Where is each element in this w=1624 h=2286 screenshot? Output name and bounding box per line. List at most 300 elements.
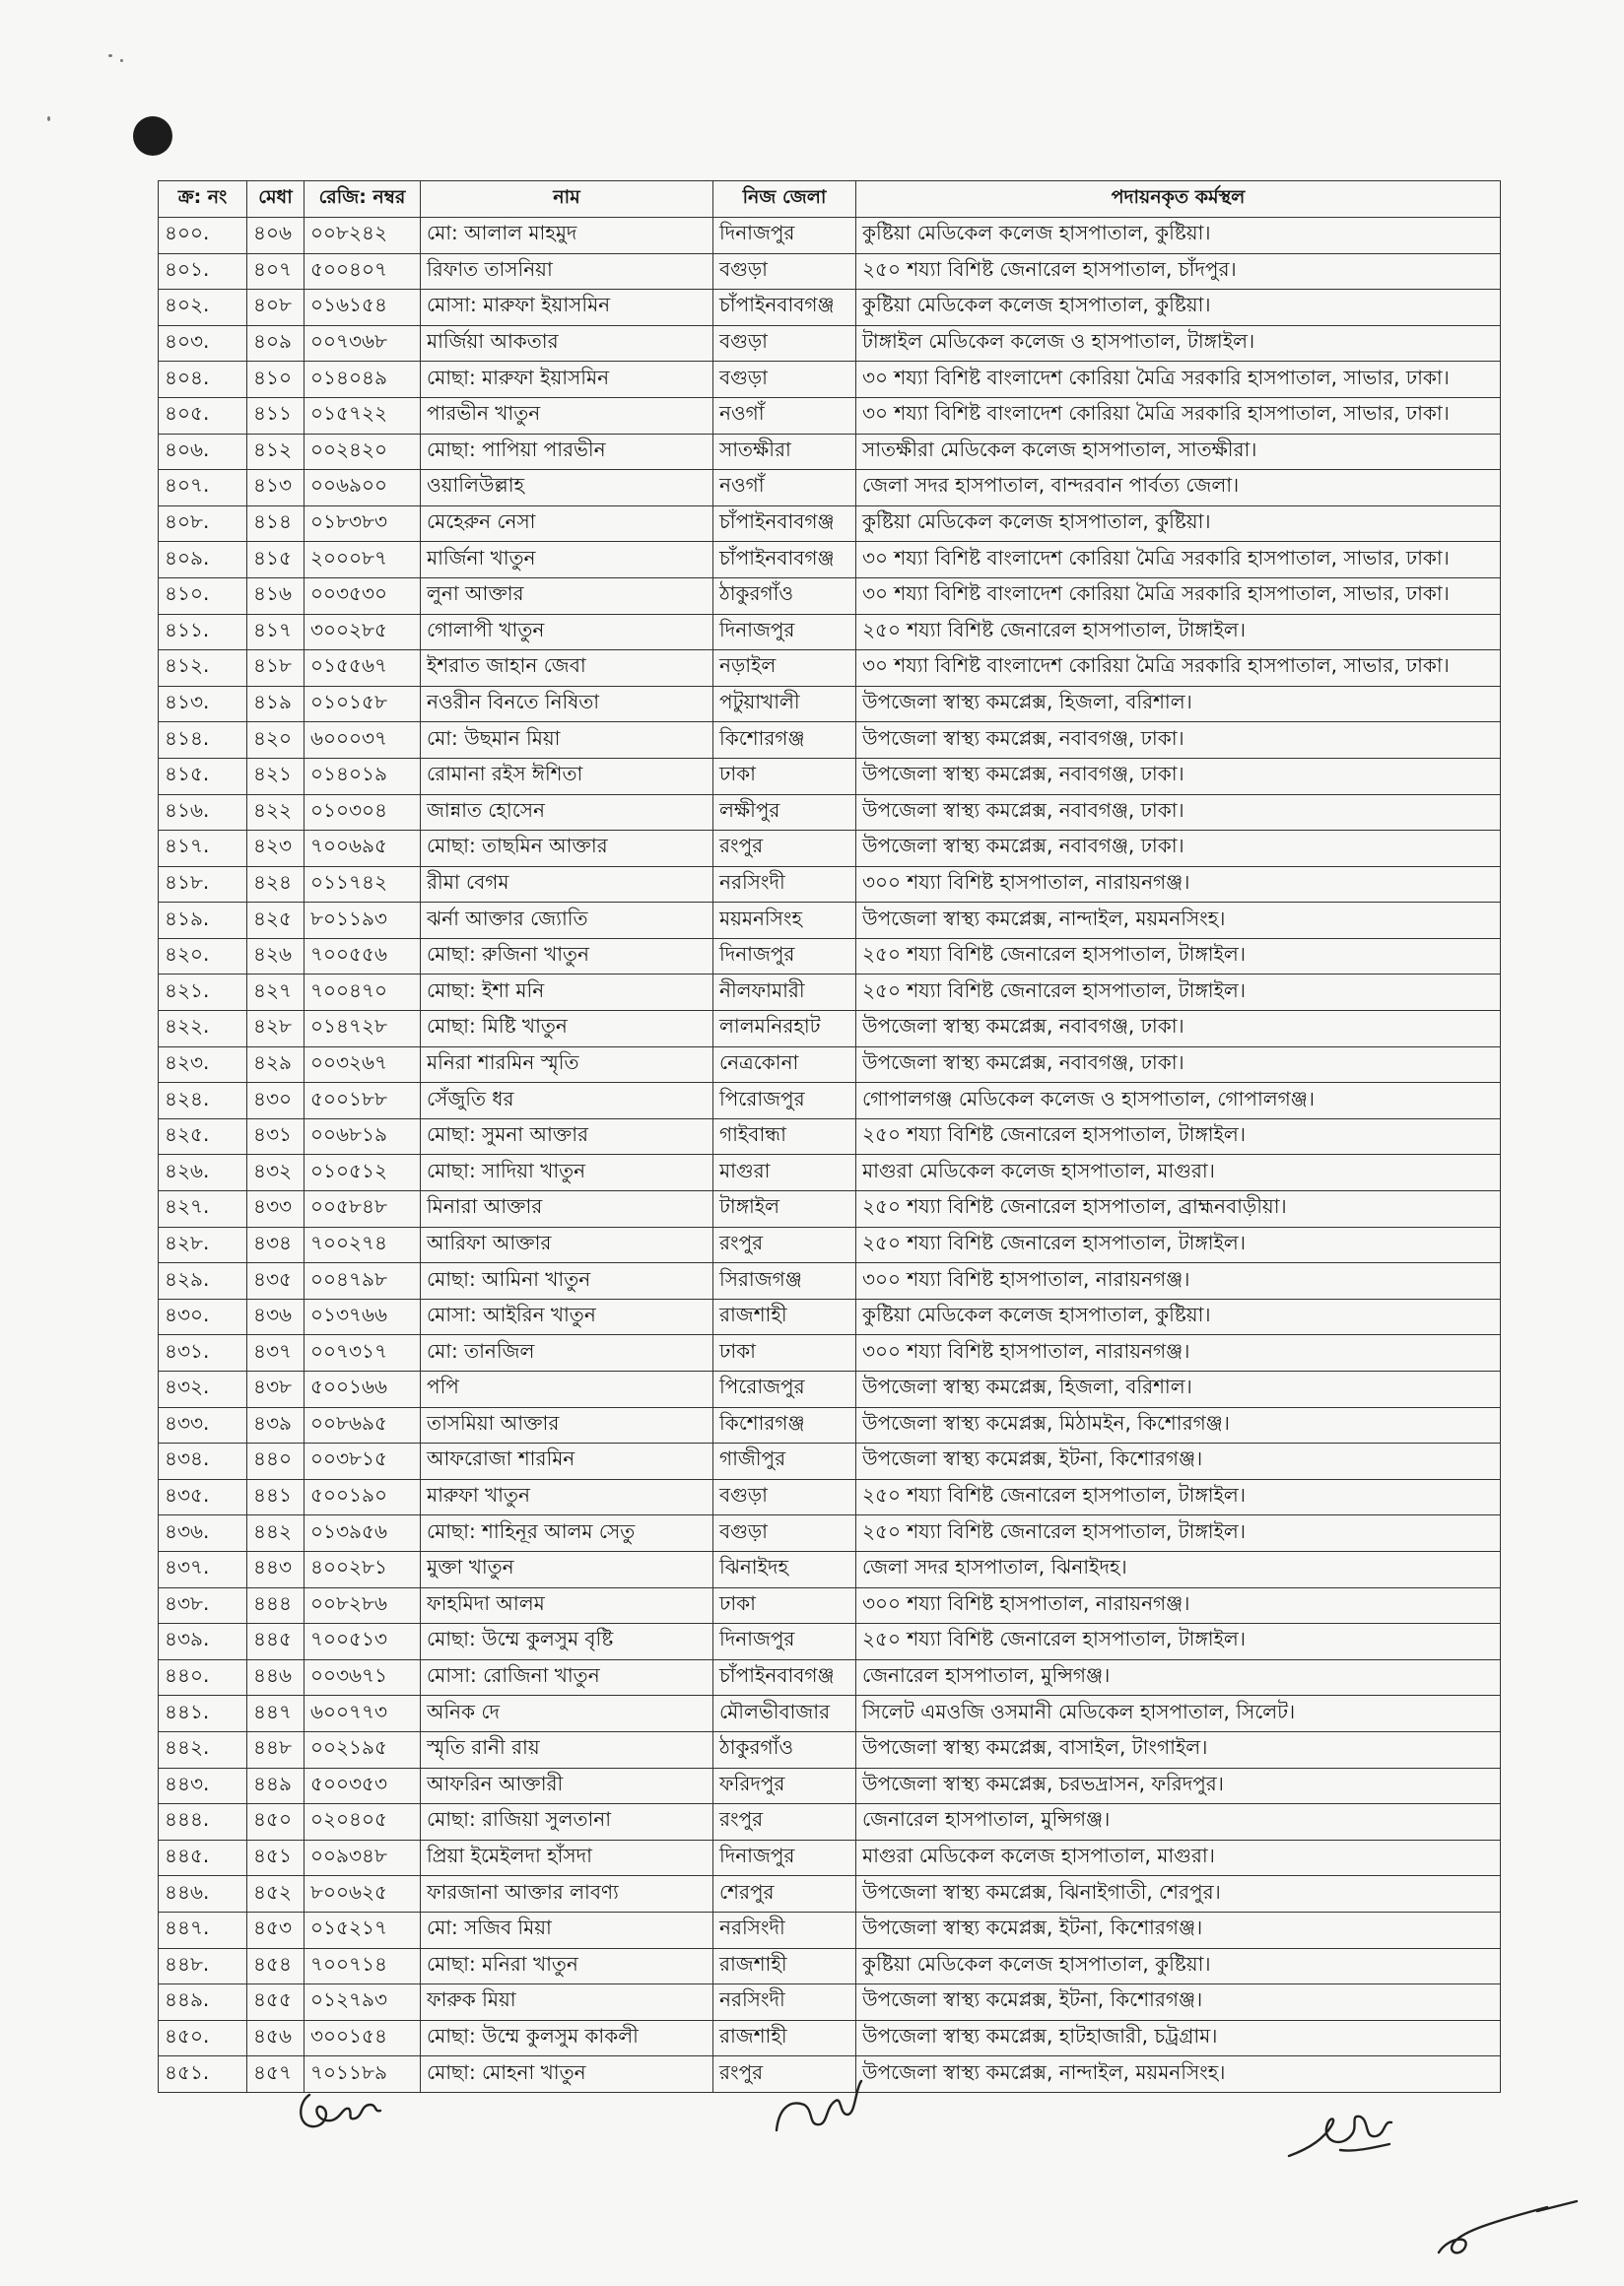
home-district-cell: ঝিনাইদহ	[713, 1551, 856, 1587]
home-district-cell: গাইবান্ধা	[713, 1118, 856, 1155]
posting-place-cell: ২৫০ শয্যা বিশিষ্ট জেনারেল হাসপাতাল, টাঙ্গাইল।	[856, 975, 1501, 1011]
home-district-cell: রংপুর	[713, 1804, 856, 1841]
posting-place-cell: ২৫০ শয্যা বিশিষ্ট জেনারেল হাসপাতাল, চাঁদপুর।	[856, 253, 1501, 290]
posting-place-cell: কুষ্টিয়া মেডিকেল কলেজ হাসপাতাল, কুষ্টিয়া।	[856, 218, 1501, 254]
name-cell: প্রিয়া ইমেইলদা হাঁসদা	[421, 1840, 713, 1876]
posting-place-cell: জেলা সদর হাসপাতাল, বান্দরবান পার্বত্য জেলা।	[856, 470, 1501, 506]
home-district-cell: নরসিংদী	[713, 1912, 856, 1948]
name-cell: ওয়ালিউল্লাহ	[421, 470, 713, 506]
table-row	[159, 397, 1501, 434]
table-row	[159, 577, 1501, 614]
reg-number-cell: ৭০০৫৫৬	[304, 938, 421, 975]
merit-cell: ৪২১	[247, 758, 304, 794]
name-cell: মোছা: সাদিয়া খাতুন	[421, 1155, 713, 1191]
name-cell: মোছা: সুমনা আক্তার	[421, 1118, 713, 1155]
name-cell: মেহেরুন নেসা	[421, 505, 713, 542]
posting-place-cell: সাতক্ষীরা মেডিকেল কলেজ হাসপাতাল, সাতক্ষীরা।	[856, 434, 1501, 470]
header-reg-number: রেজি: নম্বর	[304, 181, 421, 218]
serial-number-cell: ৪২৭.	[159, 1191, 247, 1228]
reg-number-cell: ০০৮৬৯৫	[304, 1407, 421, 1444]
table-row	[159, 1587, 1501, 1624]
home-district-cell: দিনাজপুর	[713, 1624, 856, 1660]
name-cell: মোছা: মনিরা খাতুন	[421, 1948, 713, 1984]
table-row	[159, 1912, 1501, 1948]
name-cell: আফরিন আক্তারী	[421, 1768, 713, 1804]
name-cell: আফরোজা শারমিন	[421, 1444, 713, 1480]
posting-place-cell: কুষ্টিয়া মেডিকেল কলেজ হাসপাতাল, কুষ্টিয়া।	[856, 290, 1501, 326]
home-district-cell: চাঁপাইনবাবগঞ্জ	[713, 290, 856, 326]
table-row	[159, 831, 1501, 867]
serial-number-cell: ৪২৪.	[159, 1083, 247, 1119]
reg-number-cell: ০০৩৮১৫	[304, 1444, 421, 1480]
reg-number-cell: ০০২১৯৫	[304, 1731, 421, 1768]
posting-place-cell: উপজেলা স্বাস্থ্য কমপ্লেক্স, নবাবগঞ্জ, ঢাকা।	[856, 758, 1501, 794]
home-district-cell: রংপুর	[713, 831, 856, 867]
name-cell: মোছা: তাছমিন আক্তার	[421, 831, 713, 867]
reg-number-cell: ০১৪৭২৮	[304, 1011, 421, 1047]
reg-number-cell: ০১৪০৪৯	[304, 362, 421, 398]
posting-place-cell: ৩০ শয্যা বিশিষ্ট বাংলাদেশ কোরিয়া মৈত্রি সরকারি হাসপাতাল, সাভার, ঢাকা।	[856, 650, 1501, 687]
table-row	[159, 1083, 1501, 1119]
name-cell: মোছা: মোহনা খাতুন	[421, 2056, 713, 2093]
posting-place-cell: কুষ্টিয়া মেডিকেল কলেজ হাসপাতাল, কুষ্টিয়া।	[856, 505, 1501, 542]
merit-cell: ৪৫৩	[247, 1912, 304, 1948]
table-row	[159, 1263, 1501, 1300]
table-row	[159, 1984, 1501, 2021]
name-cell: ফারুক মিয়া	[421, 1984, 713, 2021]
table-row	[159, 1118, 1501, 1155]
table-row	[159, 290, 1501, 326]
reg-number-cell: ৭০১১৮৯	[304, 2056, 421, 2093]
merit-cell: ৪২৭	[247, 975, 304, 1011]
home-district-cell: চাঁপাইনবাবগঞ্জ	[713, 505, 856, 542]
table-row	[159, 1479, 1501, 1515]
posting-place-cell: ৩০০ শয্যা বিশিষ্ট হাসপাতাল, নারায়নগঞ্জ।	[856, 866, 1501, 903]
reg-number-cell: ০১০৩০৪	[304, 794, 421, 831]
reg-number-cell: ০১৬১৫৪	[304, 290, 421, 326]
home-district-cell: লক্ষীপুর	[713, 794, 856, 831]
paper-speck	[108, 54, 112, 57]
merit-cell: ৪৪২	[247, 1515, 304, 1552]
home-district-cell: বগুড়া	[713, 325, 856, 362]
table-row	[159, 1659, 1501, 1696]
name-cell: মোছা: আমিনা খাতুন	[421, 1263, 713, 1300]
merit-cell: ৪৫০	[247, 1804, 304, 1841]
table-row	[159, 325, 1501, 362]
home-district-cell: বগুড়া	[713, 1515, 856, 1552]
home-district-cell: ঠাকুরগাঁও	[713, 577, 856, 614]
reg-number-cell: ৫০০১৬৬	[304, 1372, 421, 1408]
serial-number-cell: ৪৪৭.	[159, 1912, 247, 1948]
table-header-row	[159, 181, 1501, 218]
serial-number-cell: ৪০৫.	[159, 397, 247, 434]
posting-place-cell: ৩০ শয্যা বিশিষ্ট বাংলাদেশ কোরিয়া মৈত্রি সরকারি হাসপাতাল, সাভার, ঢাকা।	[856, 397, 1501, 434]
home-district-cell: ময়মনসিংহ	[713, 903, 856, 939]
posting-place-cell: উপজেলা স্বাস্থ্য কমপ্লেক্স, নবাবগঞ্জ, ঢাকা।	[856, 722, 1501, 759]
serial-number-cell: ৪০২.	[159, 290, 247, 326]
merit-cell: ৪৩৪	[247, 1227, 304, 1263]
table-row	[159, 903, 1501, 939]
home-district-cell: গাজীপুর	[713, 1444, 856, 1480]
name-cell: মোসা: আইরিন খাতুন	[421, 1299, 713, 1335]
reg-number-cell: ০১৫৭২২	[304, 397, 421, 434]
reg-number-cell: ৭০০৫১৩	[304, 1624, 421, 1660]
table-row	[159, 614, 1501, 650]
merit-cell: ৪২৩	[247, 831, 304, 867]
merit-cell: ৪০৯	[247, 325, 304, 362]
reg-number-cell: ৩০০২৮৫	[304, 614, 421, 650]
name-cell: মিনারা আক্তার	[421, 1191, 713, 1228]
home-district-cell: মৌলভীবাজার	[713, 1696, 856, 1732]
name-cell: মার্জিয়া আকতার	[421, 325, 713, 362]
name-cell: নওরীন বিনতে নিষিতা	[421, 686, 713, 722]
signature-middle	[769, 2071, 877, 2140]
table-row	[159, 1551, 1501, 1587]
serial-number-cell: ৪০৩.	[159, 325, 247, 362]
table-row	[159, 253, 1501, 290]
home-district-cell: চাঁপাইনবাবগঞ্জ	[713, 1659, 856, 1696]
table-row	[159, 1948, 1501, 1984]
merit-cell: ৪৩২	[247, 1155, 304, 1191]
merit-cell: ৪০৭	[247, 253, 304, 290]
merit-cell: ৪৪১	[247, 1479, 304, 1515]
merit-cell: ৪৫২	[247, 1876, 304, 1913]
punch-hole	[133, 116, 172, 156]
name-cell: রোমানা রইস ঈশিতা	[421, 758, 713, 794]
name-cell: পারভীন খাতুন	[421, 397, 713, 434]
serial-number-cell: ৪১০.	[159, 577, 247, 614]
name-cell: মোছা: উম্মে কুলসুম কাকলী	[421, 2020, 713, 2056]
reg-number-cell: ০০৬৮১৯	[304, 1118, 421, 1155]
serial-number-cell: ৪৩৭.	[159, 1551, 247, 1587]
name-cell: মো: উছমান মিয়া	[421, 722, 713, 759]
serial-number-cell: ৪১৯.	[159, 903, 247, 939]
serial-number-cell: ৪৪৮.	[159, 1948, 247, 1984]
posting-place-cell: উপজেলা স্বাস্থ্য কমেপ্লক্স, মিঠামইন, কিশোরগঞ্জ।	[856, 1407, 1501, 1444]
reg-number-cell: ০১৩৭৬৬	[304, 1299, 421, 1335]
name-cell: মনিরা শারমিন স্মৃতি	[421, 1046, 713, 1083]
name-cell: ইশরাত জাহান জেবা	[421, 650, 713, 687]
reg-number-cell: ০১০১৫৮	[304, 686, 421, 722]
table-row	[159, 794, 1501, 831]
reg-number-cell: ৭০০৪৭০	[304, 975, 421, 1011]
reg-number-cell: ০০২৪২০	[304, 434, 421, 470]
table-row	[159, 758, 1501, 794]
posting-place-cell: ৩০০ শয্যা বিশিষ্ট হাসপাতাল, নারায়নগঞ্জ।	[856, 1335, 1501, 1372]
merit-cell: ৪৪৪	[247, 1587, 304, 1624]
name-cell: মোছা: ইশা মনি	[421, 975, 713, 1011]
merit-cell: ৪৪৮	[247, 1731, 304, 1768]
table-row	[159, 1299, 1501, 1335]
reg-number-cell: ৪০০২৮১	[304, 1551, 421, 1587]
name-cell: মোছা: পাপিয়া পারভীন	[421, 434, 713, 470]
merit-cell: ৪৩৯	[247, 1407, 304, 1444]
serial-number-cell: ৪০৯.	[159, 542, 247, 578]
home-district-cell: ঢাকা	[713, 1335, 856, 1372]
reg-number-cell: ৫০০১৮৮	[304, 1083, 421, 1119]
table-row	[159, 1804, 1501, 1841]
serial-number-cell: ৪১৮.	[159, 866, 247, 903]
table-row	[159, 1191, 1501, 1228]
reg-number-cell: ০০৮২৪২	[304, 218, 421, 254]
merit-cell: ৪৩৫	[247, 1263, 304, 1300]
home-district-cell: লালমনিরহাট	[713, 1011, 856, 1047]
reg-number-cell: ৬০০৭৭৩	[304, 1696, 421, 1732]
table-row	[159, 686, 1501, 722]
serial-number-cell: ৪২০.	[159, 938, 247, 975]
posting-place-cell: উপজেলা স্বাস্থ্য কমপ্লেক্স, নবাবগঞ্জ, ঢাকা।	[856, 794, 1501, 831]
name-cell: মোসা: মারুফা ইয়াসমিন	[421, 290, 713, 326]
serial-number-cell: ৪৪৪.	[159, 1804, 247, 1841]
serial-number-cell: ৪৪২.	[159, 1731, 247, 1768]
name-cell: মোছা: রাজিয়া সুলতানা	[421, 1804, 713, 1841]
merit-cell: ৪৪৬	[247, 1659, 304, 1696]
posting-place-cell: জেনারেল হাসপাতাল, মুন্সিগঞ্জ।	[856, 1804, 1501, 1841]
serial-number-cell: ৪৩৫.	[159, 1479, 247, 1515]
merit-cell: ৪৫৪	[247, 1948, 304, 1984]
home-district-cell: বগুড়া	[713, 253, 856, 290]
table-row	[159, 505, 1501, 542]
table-row	[159, 1046, 1501, 1083]
posting-place-cell: গোপালগঞ্জ মেডিকেল কলেজ ও হাসপাতাল, গোপালগঞ্জ।	[856, 1083, 1501, 1119]
home-district-cell: মাগুরা	[713, 1155, 856, 1191]
home-district-cell: রংপুর	[713, 2056, 856, 2093]
serial-number-cell: ৪৩৪.	[159, 1444, 247, 1480]
serial-number-cell: ৪৪১.	[159, 1696, 247, 1732]
serial-number-cell: ৪৩৮.	[159, 1587, 247, 1624]
table-body	[159, 218, 1501, 2093]
serial-number-cell: ৪৫১.	[159, 2056, 247, 2093]
table-row	[159, 434, 1501, 470]
posting-place-cell: মাগুরা মেডিকেল কলেজ হাসপাতাল, মাগুরা।	[856, 1155, 1501, 1191]
reg-number-cell: ০০৫৮৪৮	[304, 1191, 421, 1228]
name-cell: অনিক দে	[421, 1696, 713, 1732]
merit-cell: ৪৪৩	[247, 1551, 304, 1587]
name-cell: পপি	[421, 1372, 713, 1408]
home-district-cell: রাজশাহী	[713, 1299, 856, 1335]
posting-place-cell: ২৫০ শয্যা বিশিষ্ট জেনারেল হাসপাতাল, টাঙ্গাইল।	[856, 1227, 1501, 1263]
serial-number-cell: ৪৩১.	[159, 1335, 247, 1372]
table-row	[159, 722, 1501, 759]
merit-cell: ৪১৫	[247, 542, 304, 578]
home-district-cell: পিরোজপুর	[713, 1083, 856, 1119]
posting-place-cell: টাঙ্গাইল মেডিকেল কলেজ ও হাসপাতাল, টাঙ্গাইল।	[856, 325, 1501, 362]
home-district-cell: বগুড়া	[713, 362, 856, 398]
signature-right	[1281, 2099, 1419, 2178]
home-district-cell: শেরপুর	[713, 1876, 856, 1913]
serial-number-cell: ৪০৮.	[159, 505, 247, 542]
name-cell: ফারজানা আক্তার লাবণ্য	[421, 1876, 713, 1913]
home-district-cell: পিরোজপুর	[713, 1372, 856, 1408]
header-posting-place: পদায়নকৃত কর্মস্থল	[856, 181, 1501, 218]
posting-place-cell: ২৫০ শয্যা বিশিষ্ট জেনারেল হাসপাতাল, টাঙ্গাইল।	[856, 614, 1501, 650]
merit-cell: ৪১৯	[247, 686, 304, 722]
name-cell: রিফাত তাসনিয়া	[421, 253, 713, 290]
serial-number-cell: ৪২৯.	[159, 1263, 247, 1300]
reg-number-cell: ৭০০৭১৪	[304, 1948, 421, 1984]
name-cell: স্মৃতি রানী রায়	[421, 1731, 713, 1768]
name-cell: জান্নাত হোসেন	[421, 794, 713, 831]
header-home-district: নিজ জেলা	[713, 181, 856, 218]
serial-number-cell: ৪২৬.	[159, 1155, 247, 1191]
posting-place-cell: উপজেলা স্বাস্থ্য কমপ্লেক্স, ঝিনাইগাতী, শেরপুর।	[856, 1876, 1501, 1913]
reg-number-cell: ০০৩২৬৭	[304, 1046, 421, 1083]
table-row	[159, 1876, 1501, 1913]
posting-place-cell: উপজেলা স্বাস্থ্য কমপ্লেক্স, চরভদ্রাসন, ফরিদপুর।	[856, 1768, 1501, 1804]
serial-number-cell: ৪৪৩.	[159, 1768, 247, 1804]
serial-number-cell: ৪৪৯.	[159, 1984, 247, 2021]
posting-place-cell: ২৫০ শয্যা বিশিষ্ট জেনারেল হাসপাতাল, টাঙ্গাইল।	[856, 938, 1501, 975]
table-row	[159, 1444, 1501, 1480]
posting-place-cell: উপজেলা স্বাস্থ্য কমপ্লেক্স, হিজলা, বরিশাল।	[856, 1372, 1501, 1408]
home-district-cell: চাঁপাইনবাবগঞ্জ	[713, 542, 856, 578]
reg-number-cell: ৭০০২৭৪	[304, 1227, 421, 1263]
serial-number-cell: ৪১১.	[159, 614, 247, 650]
reg-number-cell: ০১২৭৯৩	[304, 1984, 421, 2021]
merit-cell: ৪২২	[247, 794, 304, 831]
posting-place-cell: উপজেলা স্বাস্থ্য কমপ্লেক্স, নান্দাইল, ময়মনসিংহ।	[856, 903, 1501, 939]
merit-cell: ৪১৮	[247, 650, 304, 687]
reg-number-cell: ৮০১১৯৩	[304, 903, 421, 939]
table-row	[159, 1155, 1501, 1191]
serial-number-cell: ৪১৪.	[159, 722, 247, 759]
name-cell: ফাহমিদা আলম	[421, 1587, 713, 1624]
merit-cell: ৪২৪	[247, 866, 304, 903]
table-row	[159, 975, 1501, 1011]
paper-speck	[47, 116, 50, 121]
table-row	[159, 1768, 1501, 1804]
table-row	[159, 1011, 1501, 1047]
reg-number-cell: ৫০০৪০৭	[304, 253, 421, 290]
merit-cell: ৪৫৫	[247, 1984, 304, 2021]
reg-number-cell: ৮০০৬২৫	[304, 1876, 421, 1913]
posting-place-cell: ৩০০ শয্যা বিশিষ্ট হাসপাতাল, নারায়নগঞ্জ।	[856, 1263, 1501, 1300]
merit-cell: ৪০৮	[247, 290, 304, 326]
reg-number-cell: ০২০৪০৫	[304, 1804, 421, 1841]
reg-number-cell: ০০৩৬৭১	[304, 1659, 421, 1696]
table-row	[159, 1731, 1501, 1768]
serial-number-cell: ৪৩৬.	[159, 1515, 247, 1552]
posting-place-cell: ২৫০ শয্যা বিশিষ্ট জেনারেল হাসপাতাল, টাঙ্গাইল।	[856, 1118, 1501, 1155]
posting-place-cell: জেলা সদর হাসপাতাল, ঝিনাইদহ।	[856, 1551, 1501, 1587]
table-row	[159, 362, 1501, 398]
posting-place-cell: উপজেলা স্বাস্থ্য কমেপ্লক্স, ইটনা, কিশোরগঞ্জ।	[856, 1912, 1501, 1948]
reg-number-cell: ০০৪৭৯৮	[304, 1263, 421, 1300]
home-district-cell: দিনাজপুর	[713, 218, 856, 254]
serial-number-cell: ৪২৫.	[159, 1118, 247, 1155]
merit-cell: ৪৩৩	[247, 1191, 304, 1228]
posting-place-cell: উপজেলা স্বাস্থ্য কমপ্লেক্স, নবাবগঞ্জ, ঢাকা।	[856, 1011, 1501, 1047]
home-district-cell: রংপুর	[713, 1227, 856, 1263]
home-district-cell: দিনাজপুর	[713, 614, 856, 650]
header-name: নাম	[421, 181, 713, 218]
name-cell: লুনা আক্তার	[421, 577, 713, 614]
posting-place-cell: ৩০ শয্যা বিশিষ্ট বাংলাদেশ কোরিয়া মৈত্রি সরকারি হাসপাতাল, সাভার, ঢাকা।	[856, 577, 1501, 614]
serial-number-cell: ৪২৮.	[159, 1227, 247, 1263]
table-row	[159, 650, 1501, 687]
home-district-cell: পটুয়াখালী	[713, 686, 856, 722]
posting-place-cell: উপজেলা স্বাস্থ্য কমেপ্লক্স, ইটনা, কিশোরগঞ্জ।	[856, 1984, 1501, 2021]
reg-number-cell: ০০৩৫৩০	[304, 577, 421, 614]
merit-cell: ৪১৩	[247, 470, 304, 506]
reg-number-cell: ০১৩৯৫৬	[304, 1515, 421, 1552]
table-row	[159, 1696, 1501, 1732]
table-row	[159, 2020, 1501, 2056]
home-district-cell: নওগাঁ	[713, 470, 856, 506]
merit-cell: ৪০৬	[247, 218, 304, 254]
merit-cell: ৪৪৯	[247, 1768, 304, 1804]
reg-number-cell: ০১৫২১৭	[304, 1912, 421, 1948]
table-row	[159, 1227, 1501, 1263]
merit-cell: ৪২৫	[247, 903, 304, 939]
reg-number-cell: ৩০০১৫৪	[304, 2020, 421, 2056]
posting-place-cell: উপজেলা স্বাস্থ্য কমেপ্লক্স, ইটনা, কিশোরগঞ্জ।	[856, 1444, 1501, 1480]
serial-number-cell: ৪০৭.	[159, 470, 247, 506]
reg-number-cell: ০১০৫১২	[304, 1155, 421, 1191]
posting-place-cell: ৩০ শয্যা বিশিষ্ট বাংলাদেশ কোরিয়া মৈত্রি সরকারি হাসপাতাল, সাভার, ঢাকা।	[856, 362, 1501, 398]
home-district-cell: সিরাজগঞ্জ	[713, 1263, 856, 1300]
posting-place-cell: উপজেলা স্বাস্থ্য কমপ্লেক্স, নান্দাইল, ময়মনসিংহ।	[856, 2056, 1501, 2093]
home-district-cell: নড়াইল	[713, 650, 856, 687]
reg-number-cell: ৫০০৩৫৩	[304, 1768, 421, 1804]
serial-number-cell: ৪২১.	[159, 975, 247, 1011]
name-cell: মো: তানজিল	[421, 1335, 713, 1372]
merit-cell: ৪৩৬	[247, 1299, 304, 1335]
home-district-cell: ঢাকা	[713, 758, 856, 794]
merit-cell: ৪৪৭	[247, 1696, 304, 1732]
serial-number-cell: ৪৪৬.	[159, 1876, 247, 1913]
table-row	[159, 1372, 1501, 1408]
serial-number-cell: ৪২৩.	[159, 1046, 247, 1083]
home-district-cell: ঠাকুরগাঁও	[713, 1731, 856, 1768]
merit-cell: ৪২৮	[247, 1011, 304, 1047]
serial-number-cell: ৪৪০.	[159, 1659, 247, 1696]
reg-number-cell: ২০০০৮৭	[304, 542, 421, 578]
serial-number-cell: ৪৫০.	[159, 2020, 247, 2056]
posting-place-cell: উপজেলা স্বাস্থ্য কমপ্লেক্স, হিজলা, বরিশাল।	[856, 686, 1501, 722]
name-cell: মোছা: রুজিনা খাতুন	[421, 938, 713, 975]
reg-number-cell: ০০৭৩১৭	[304, 1335, 421, 1372]
merit-cell: ৪৪৫	[247, 1624, 304, 1660]
name-cell: রীমা বেগম	[421, 866, 713, 903]
name-cell: সেঁজুতি ধর	[421, 1083, 713, 1119]
table-row	[159, 218, 1501, 254]
merit-cell: ৪৩৮	[247, 1372, 304, 1408]
paper-speck	[120, 59, 123, 62]
reg-number-cell: ০০৮২৮৬	[304, 1587, 421, 1624]
posting-place-cell: কুষ্টিয়া মেডিকেল কলেজ হাসপাতাল, কুষ্টিয়া।	[856, 1948, 1501, 1984]
name-cell: গোলাপী খাতুন	[421, 614, 713, 650]
table-row	[159, 1335, 1501, 1372]
posting-place-cell: জেনারেল হাসপাতাল, মুন্সিগঞ্জ।	[856, 1659, 1501, 1696]
posting-place-cell: কুষ্টিয়া মেডিকেল কলেজ হাসপাতাল, কুষ্টিয়া।	[856, 1299, 1501, 1335]
serial-number-cell: ৪১৫.	[159, 758, 247, 794]
serial-number-cell: ৪১৬.	[159, 794, 247, 831]
posting-place-cell: উপজেলা স্বাস্থ্য কমপ্লেক্স, হাটহাজারী, চট্রগ্রাম।	[856, 2020, 1501, 2056]
posting-place-cell: ২৫০ শয্যা বিশিষ্ট জেনারেল হাসপাতাল, টাঙ্গাইল।	[856, 1479, 1501, 1515]
reg-number-cell: ০১৫৫৬৭	[304, 650, 421, 687]
merit-cell: ৪১৪	[247, 505, 304, 542]
signature-left	[292, 2077, 390, 2136]
table-row	[159, 470, 1501, 506]
reg-number-cell: ০০৭৩৬৮	[304, 325, 421, 362]
page-number-mark	[1429, 2197, 1587, 2266]
home-district-cell: নওগাঁ	[713, 397, 856, 434]
name-cell: মুক্তা খাতুন	[421, 1551, 713, 1587]
merit-cell: ৪৪০	[247, 1444, 304, 1480]
reg-number-cell: ০১৪০১৯	[304, 758, 421, 794]
home-district-cell: দিনাজপুর	[713, 1840, 856, 1876]
